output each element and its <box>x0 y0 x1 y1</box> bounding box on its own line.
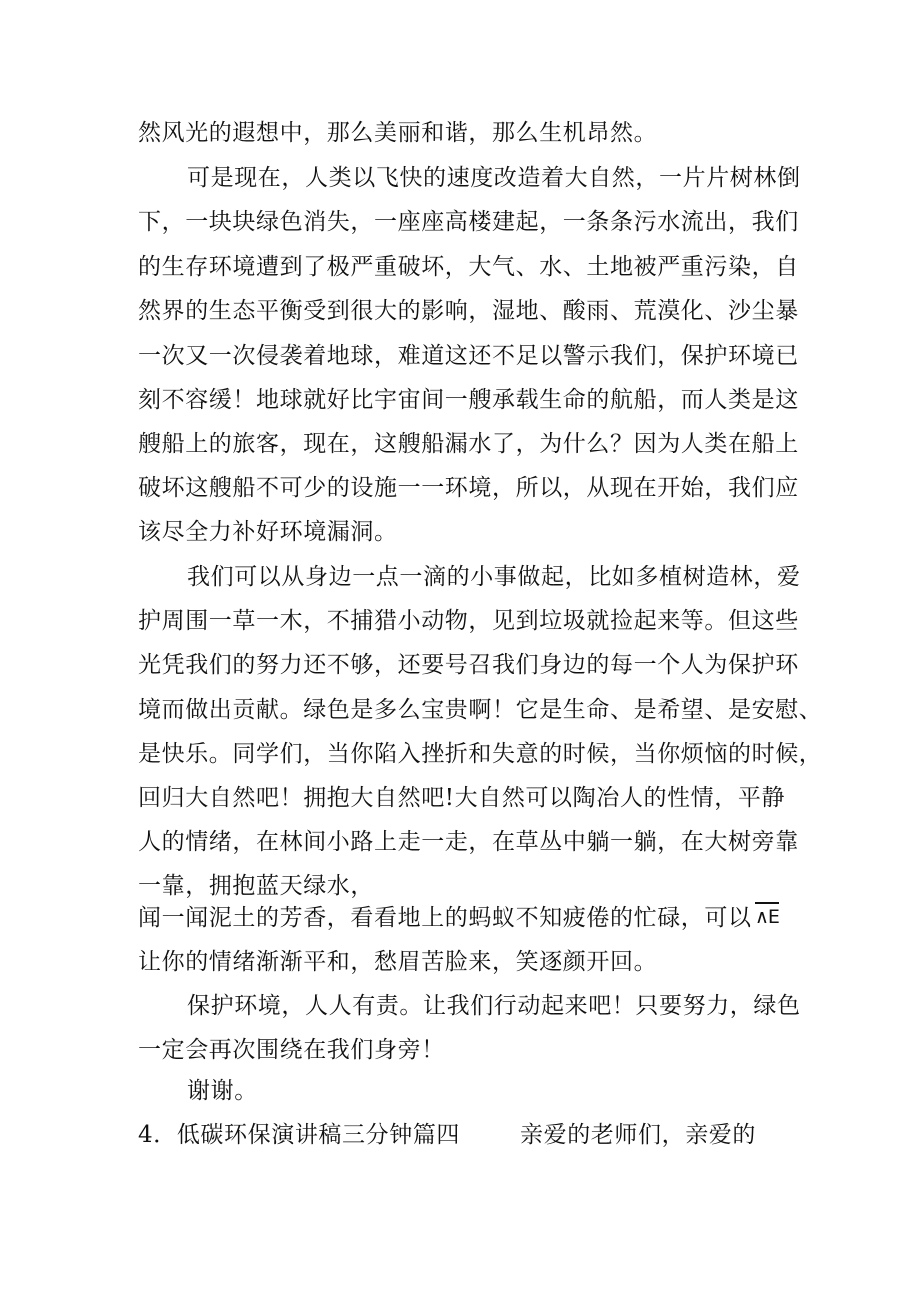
section-heading: 4．低碳环保演讲稿三分钟篇四 <box>138 1122 461 1148</box>
paragraph-line: 的生存环境遭到了极严重破坏，大气、水、土地被严重污染，自 <box>138 254 799 280</box>
paragraph-line: 护周围一草一木，不捕猎小动物，见到垃圾就捡起来等。但这些 <box>138 608 799 634</box>
paragraph-line: 人的情绪，在林间小路上走一走，在草丛中躺一躺，在大树旁靠 <box>138 829 799 855</box>
paragraph-line: 我们可以从身边一点一滴的小事做起，比如多植树造林，爱 <box>187 564 801 590</box>
paragraph-line: 该尽全力补好环境漏洞。 <box>138 519 398 545</box>
paragraph-line: 一靠，拥抱蓝天绿水， <box>138 873 374 899</box>
margin-mark: ∧E <box>755 902 779 929</box>
paragraph-line: 境而做出贡献。绿色是多么宝贵啊！它是生命、是希望、是安慰、 <box>138 697 823 723</box>
paragraph-line: 是快乐。同学们，当你陷入挫折和失意的时候，当你烦恼的时候， <box>138 741 823 767</box>
paragraph-line: 一次又一次侵袭着地球，难道这还不足以警示我们，保护环境已 <box>138 343 799 369</box>
paragraph-line: 让你的情绪渐渐平和，愁眉苦脸来，笑逐颜开回。 <box>138 949 658 975</box>
paragraph-line: 刻不容缓！地球就好比宇宙间一艘承载生命的航船，而人类是这 <box>138 387 799 413</box>
paragraph-line: 保护环境，人人有责。让我们行动起来吧！只要努力，绿色 <box>187 993 801 1019</box>
paragraph-line: 闻一闻泥土的芳香，看看地上的蚂蚁不知疲倦的忙碌，可以 <box>138 905 752 931</box>
paragraph-line: 艘船上的旅客，现在，这艘船漏水了，为什么？因为人类在船上 <box>138 431 799 457</box>
paragraph-line: 然界的生态平衡受到很大的影响，湿地、酸雨、荒漠化、沙尘暴 <box>138 298 799 324</box>
section-heading-continuation: 亲爱的老师们，亲爱的 <box>520 1122 756 1148</box>
paragraph-line: 下，一块块绿色消失，一座座高楼建起，一条条污水流出，我们 <box>138 209 799 235</box>
paragraph-line: 可是现在，人类以飞快的速度改造着大自然，一片片树林倒 <box>187 165 801 191</box>
paragraph-line: 然风光的遐想中，那么美丽和谐，那么生机昂然。 <box>138 120 658 146</box>
paragraph-line: 一定会再次围绕在我们身旁！ <box>138 1037 445 1063</box>
paragraph-line: 破坏这艘船不可少的设施一一环境，所以，从现在开始，我们应 <box>138 475 799 501</box>
paragraph-line: 回归大自然吧！拥抱大自然吧!大自然可以陶冶人的性情，平静 <box>138 785 786 811</box>
paragraph-line: 谢谢。 <box>187 1078 258 1104</box>
paragraph-line: 光凭我们的努力还不够，还要号召我们身边的每一个人为保护环 <box>138 652 799 678</box>
